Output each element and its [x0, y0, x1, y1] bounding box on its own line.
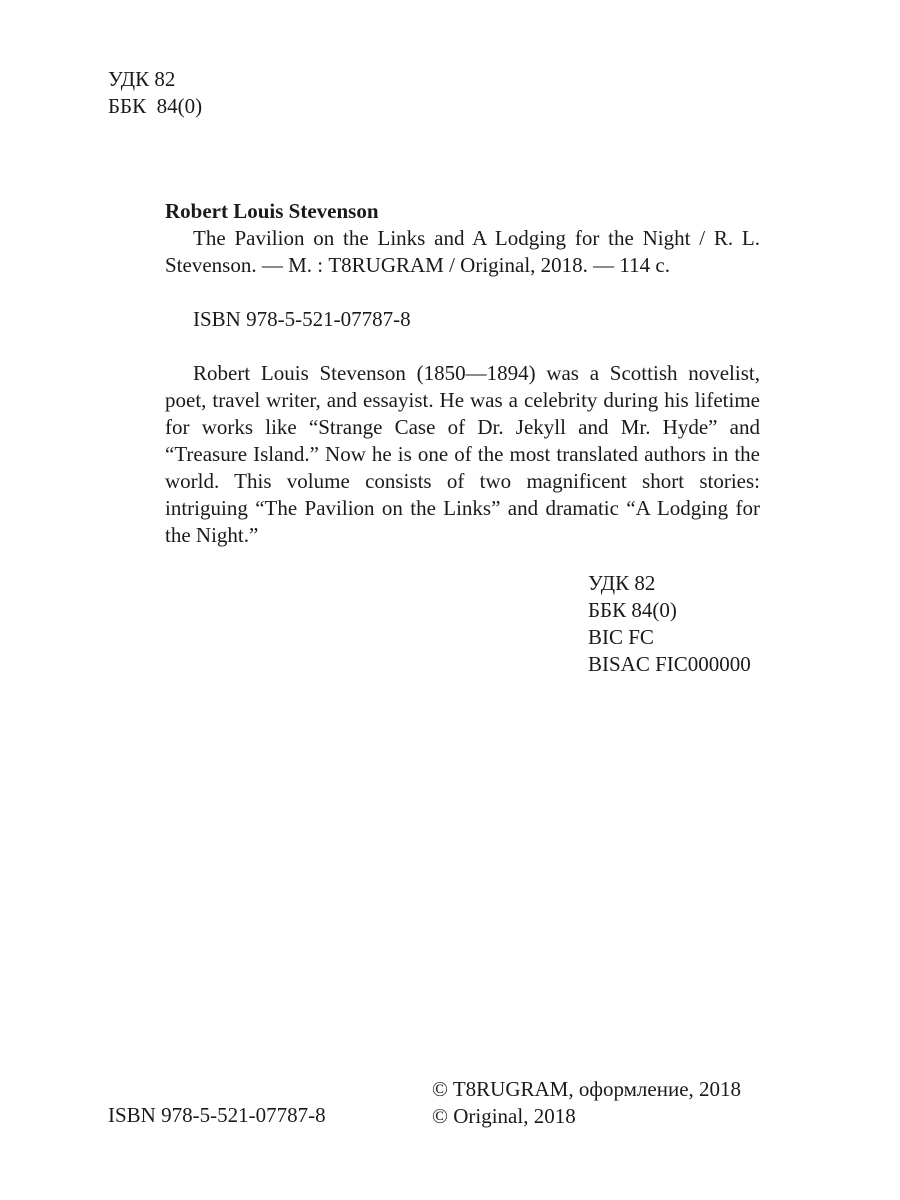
bic-class: BIC FC: [588, 625, 654, 649]
copyright-block: [432, 1076, 741, 1130]
copyright-design: © T8RUGRAM, оформление, 2018: [432, 1077, 742, 1101]
footer-isbn: ISBN 978-5-521-07787-8: [108, 1103, 326, 1127]
bbk-class: ББК 84(0): [588, 598, 677, 622]
author-name: Robert Louis Stevenson: [165, 199, 379, 223]
udk-code: УДК 82: [108, 67, 176, 91]
bbk-code: ББК 84(0): [108, 94, 203, 118]
top-classification-codes: [108, 66, 202, 120]
annotation-paragraph: Robert Louis Stevenson (1850—1894) was a Scottish novelist, poet, travel writer, and essayist. He was a celebrity during his lifetime for works like “Strange Case of Dr. Jekyll and Mr. Hyde” and “Treasure Island.” Now he is one of the most translated authors in the world. This volume consists of two magnificent short stories: intriguing “The Pavilion on the Links” and dramatic “A Lodging for the Night.”: [165, 361, 760, 547]
isbn-line: ISBN 978-5-521-07787-8: [193, 307, 411, 331]
copyright-original: © Original, 2018: [432, 1104, 576, 1128]
classification-codes: [588, 570, 751, 678]
bisac-class: BISAC FIC000000: [588, 652, 751, 676]
udk-class: УДК 82: [588, 571, 656, 595]
bibliographic-record: [165, 198, 760, 549]
title-statement: The Pavilion on the Links and A Lodging for the Night / R. L. Stevenson. — М. : T8RUGRAM / Original, 2018. — 114 с.: [165, 226, 760, 277]
